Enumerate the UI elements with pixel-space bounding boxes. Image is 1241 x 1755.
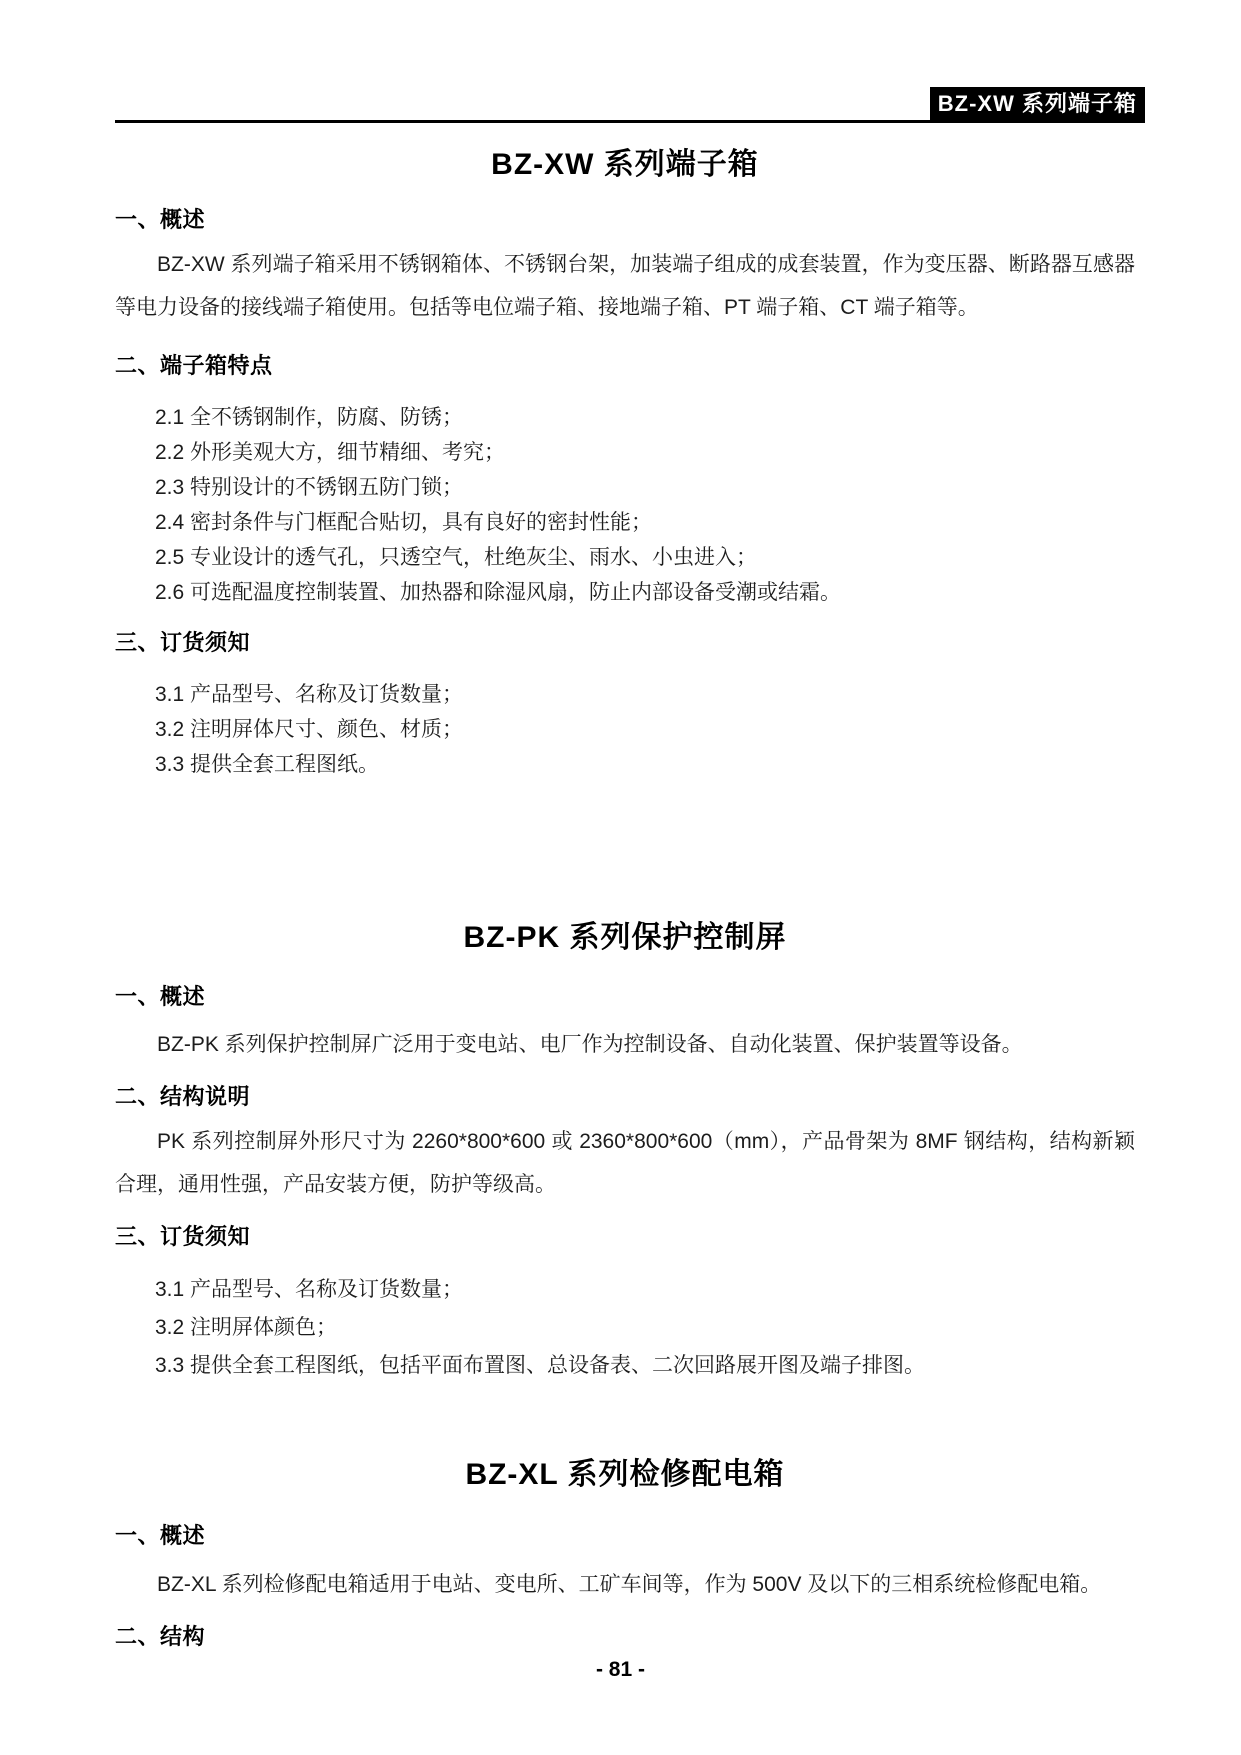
paragraph-bzxw-overview: BZ-XW 系列端子箱采用不锈钢箱体、不锈钢台架，加装端子组成的成套装置，作为变压器、断路器互感器等电力设备的接线端子箱使用。包括等电位端子箱、接地端子箱、PT 端子箱、CT 端子箱等。 bbox=[115, 253, 1135, 319]
heading-bzxw-features: 二、端子箱特点 bbox=[115, 353, 273, 378]
list-item: 3.3 提供全套工程图纸，包括平面布置图、总设备表、二次回路展开图及端子排图。 bbox=[155, 1354, 926, 1377]
list-item: 3.3 提供全套工程图纸。 bbox=[155, 753, 380, 776]
list-item: 2.2 外形美观大方，细节精细、考究； bbox=[155, 441, 506, 464]
list-item: 2.1 全不锈钢制作，防腐、防锈； bbox=[155, 406, 464, 429]
header-running-title: BZ-XW 系列端子箱 bbox=[930, 87, 1145, 123]
list-item: 3.1 产品型号、名称及订货数量； bbox=[155, 1278, 464, 1301]
section-title-bz-pk: BZ-PK 系列保护控制屏 bbox=[463, 921, 787, 954]
heading-bzpk-structure: 二、结构说明 bbox=[115, 1084, 251, 1109]
page-header bbox=[115, 85, 1135, 123]
bzxw-ordering-list bbox=[115, 677, 1135, 782]
list-item: 2.4 密封条件与门框配合贴切，具有良好的密封性能； bbox=[155, 511, 653, 534]
bzpk-ordering-list bbox=[115, 1271, 1135, 1385]
heading-bzxw-overview: 一、概述 bbox=[115, 207, 206, 232]
list-item: 2.3 特别设计的不锈钢五防门锁； bbox=[155, 476, 464, 499]
heading-bzxw-ordering: 三、订货须知 bbox=[115, 630, 251, 655]
section-title-bz-xl: BZ-XL 系列检修配电箱 bbox=[465, 1458, 785, 1491]
paragraph-bzxl-overview: BZ-XL 系列检修配电箱适用于电站、变电所、工矿车间等，作为 500V 及以下的三相系统检修配电箱。 bbox=[157, 1573, 1102, 1596]
list-item: 3.2 注明屏体尺寸、颜色、材质； bbox=[155, 718, 464, 741]
list-item: 2.6 可选配温度控制装置、加热器和除湿风扇，防止内部设备受潮或结霜。 bbox=[155, 581, 842, 604]
section-title-bz-xw: BZ-XW 系列端子箱 bbox=[491, 148, 759, 181]
heading-bzxl-overview: 一、概述 bbox=[115, 1523, 206, 1548]
list-item: 2.5 专业设计的透气孔，只透空气，杜绝灰尘、雨水、小虫进入； bbox=[155, 546, 758, 569]
heading-bzxl-structure: 二、结构 bbox=[115, 1624, 206, 1649]
heading-bzpk-ordering: 三、订货须知 bbox=[115, 1224, 251, 1249]
page-number: - 81 - bbox=[595, 1658, 645, 1681]
list-item: 3.2 注明屏体颜色； bbox=[155, 1316, 338, 1339]
heading-bzpk-overview: 一、概述 bbox=[115, 984, 206, 1009]
bzxw-features-list bbox=[115, 400, 1135, 610]
paragraph-bzpk-overview: BZ-PK 系列保护控制屏广泛用于变电站、电厂作为控制设备、自动化装置、保护装置等设备。 bbox=[157, 1033, 1023, 1056]
paragraph-bzpk-structure: PK 系列控制屏外形尺寸为 2260*800*600 或 2360*800*600（mm），产品骨架为 8MF 钢结构，结构新颖合理，通用性强，产品安装方便，防护等级高。 bbox=[115, 1130, 1135, 1196]
list-item: 3.1 产品型号、名称及订货数量； bbox=[155, 683, 464, 706]
